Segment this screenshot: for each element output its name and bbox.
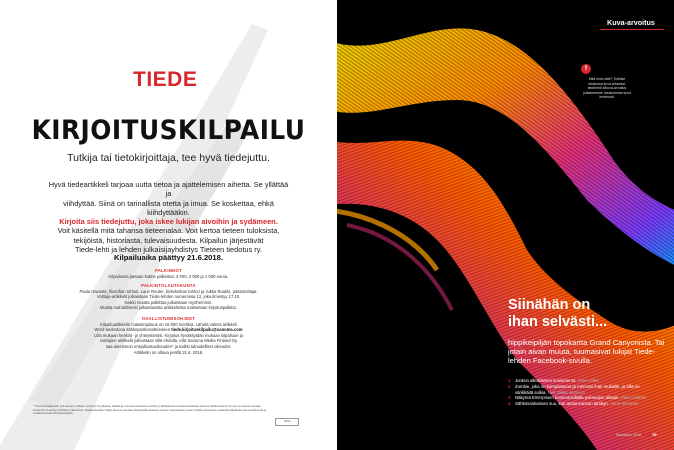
intro-highlight: Kirjoita siis tiedejuttu, joka iskee lukijan aivoihin ja sydämeen. xyxy=(59,217,278,227)
list-item-text: Näkymä Enterprisen komentosillalta poimuajon aikaan. xyxy=(515,395,620,401)
rules-line: Kilpailuartikkelin maksimipituus on 15 000 merkkiä. Lähetä valmis artikkeli xyxy=(100,321,237,327)
list-item-number: 1 xyxy=(508,378,511,383)
section-tag: Kuva-arvoitus xyxy=(607,18,655,27)
facebook-icon: f xyxy=(581,64,591,74)
prizes-text: Kilpailussa jaetaan kolme palkintoa: 3 000, 2 000 ja 1 000 euroa. xyxy=(108,273,229,279)
page-footer xyxy=(616,433,657,437)
footer-brand: Tiede xyxy=(642,433,652,437)
intro-paragraph xyxy=(46,180,291,254)
page-subtitle: Tutkija tai tietokirjoittaja, tee hyvä tiedejuttu. xyxy=(67,152,270,164)
intro-line: Hyvä tiedeartikkeli tarjoaa uutta tietoa ja ajattelemisen aihetta. Se yllättää ja xyxy=(48,180,289,199)
rules-line: voittajien artikkelit julkaistaan sillä ehdolla, että Sanoma Media Finland Oy xyxy=(99,338,238,344)
intro-line: tekijöistä, historiasta, tulevaisuudesta. Kilpailun järjestävät xyxy=(73,235,264,245)
prizes-heading: PALKINNOT xyxy=(155,268,182,273)
jury-line: Voittaja-artikkelit julkaistaan Tiede-lehden numerossa 12, joka ilmestyy 17.10. xyxy=(96,294,241,300)
footer-issue: Maaliskuu 2018 xyxy=(616,433,642,437)
section-rule xyxy=(600,29,664,30)
list-item-number: 4 xyxy=(508,401,511,407)
rules-section xyxy=(40,316,297,355)
list-item xyxy=(508,384,658,396)
prizes-section xyxy=(40,268,297,279)
list-item-text: Zombie, joka on kompastunut ja menossi ihan mukaille, ja sillä on värikkäitä sulkia. xyxy=(515,383,640,395)
rules-heading: OSALLISTUMISOHJEET xyxy=(141,316,196,321)
list-item-author: Heli Jakku-Jonsson xyxy=(547,389,585,395)
jury-section xyxy=(40,283,297,311)
right-page xyxy=(337,0,674,450)
jury-heading: PALKINTOLAUTAKUNTA xyxy=(141,283,196,288)
page-number: 69 xyxy=(652,433,657,437)
list-item xyxy=(508,401,658,407)
contest-email-link[interactable]: tiede.kirjoituskilpailu@sanoma.com xyxy=(171,327,243,333)
list-item-author: Anne Simonen xyxy=(610,401,639,407)
intro-line: Tiede-lehti ja lehden julkaisijayhdistys Tieteen tiedotus ry. xyxy=(75,245,262,255)
list-item-text: Jonkun alkuelämen kosiomenot. xyxy=(515,378,577,383)
list-item-text: Sähkösankarisan suu, kun antaa kunnon tärskyn. xyxy=(515,401,609,407)
intro-line: viihdyttää. Siinä on tarinallista otetta ja imua. Se koskettaa, ehkä kiihdyttääkin. xyxy=(63,198,274,217)
jury-line: Paula Havaste, filosofian tohtori, Lauri Reuter, bioteknikan tohtori ja Jukka Ruukki, päätoimittaja. xyxy=(79,288,258,294)
tiede-logo: TIEDE xyxy=(133,68,198,91)
list-item-number: 3 xyxy=(508,395,511,401)
facebook-note: Mitä sinä näet? Tulkitse otsikossa kuva aiheeksi: tiedelehti.fi/kuva-arvoitus julkaisemme hauskimmat sivut lehdessä. xyxy=(583,77,631,100)
fine-print: * Tämä tarkoittaa sitä, että aineisto voidaan myöhemmin julkaista, välittää ja muuntaa saatavana printtiin ja sähköisessä muodossa kaikissa Sanoma Media Finland Oy:n ja sen kanssa samaan konserniin kuuluvien yhtiöiden julkaisuissa. Tekijänoikeuden haltija sitoutuu olemaan käyttämättä aineistoa muuhun tarkoitukseen ilman erillistä sopimusta. Lisätietoja kilpailusta saa toimituksesta ja osoitteesta tiede.fi/kirjoituskilpailu. xyxy=(33,405,267,416)
lede-paragraph: hippikeipiljän topokartta Grand Canyonista. Tai jotain aivan muuta, tuumasivat lukijat Tiede-lehden Facebook-sivulla. xyxy=(508,338,665,366)
headline-line: Siinähän on xyxy=(508,297,591,313)
rules-line-prefix: Word-tiedostona sähköpostiosoitteeseen xyxy=(94,327,172,333)
jury-line: Kaikki muutta palkittua julkaistaan myöhemmin. xyxy=(124,299,213,305)
tiede-badge: TIEDE xyxy=(275,418,299,426)
page-title: KIRJOITUSKILPAILU xyxy=(31,115,306,146)
headline xyxy=(508,297,607,331)
intro-line: Voit käsitellä mitä tahansa tieteenalaa. Voit kertoa tieteen tuloksista, xyxy=(57,226,280,236)
headline-line: ihan selvästi... xyxy=(508,314,608,330)
list-item-author: Päivi Lehto xyxy=(577,378,599,383)
reader-answers-list xyxy=(508,378,658,407)
deadline: Kilpailuaika päättyy 21.6.2018. xyxy=(114,253,223,262)
rules-line: Artikkelin on oltava perillä 21.6. 2018. xyxy=(133,349,204,355)
rules-line: saa aineistoon enejulkaisuoikeuden* ja kaikki taloudelliset oikeudet. xyxy=(105,343,232,349)
rules-line: Liitä mukaan henkilö- ja yhteystietosi. Kirjoitus hyväksytään mukaan kilpailuun ja xyxy=(94,332,243,338)
jury-line: Muista mahdollisesti julkaistavista artikkeleista maksetaan kirjoituspalkkio. xyxy=(99,305,238,311)
list-item-author: Päivi Laitinen xyxy=(620,395,647,401)
list-item-number: 2 xyxy=(508,383,511,389)
